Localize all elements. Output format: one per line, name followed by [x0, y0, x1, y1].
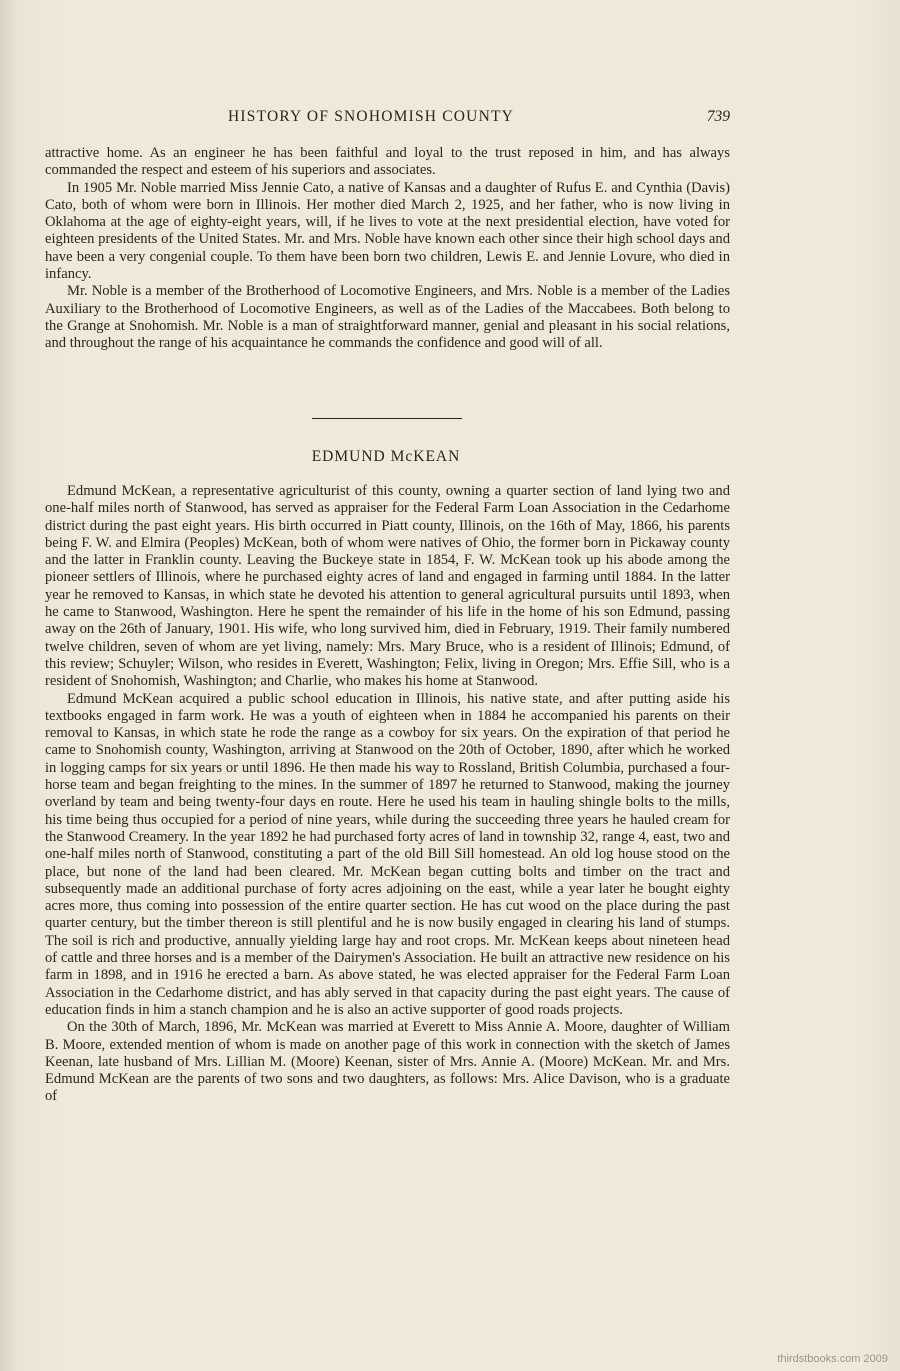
paragraph: Edmund McKean, a representative agriculturist of this county, owning a quarter section of land lying two and one-half miles north of Stanwood, has served as appraiser for the Federal Farm Loan Association in the Cedarhome district during the past eight years. His birth occurred in Piatt county, Illinois, on the 16th of May, 1866, his parents being F. W. and Elmira (Peoples) McKean, both of whom were natives of Ohio, the former born in Pickaway county and the latter in Franklin county. Leaving the Buckeye state in 1854, F. W. McKean took up his abode among the pioneer settlers of Illinois, where he purchased eighty acres of land and engaged in farming until 1884. In the latter year he removed to Kansas, in which state he devoted his attention to general agricultural pursuits until 1893, when he came to Stanwood, Washington. Here he spent the remainder of his life in the home of his son Edmund, passing away on the 26th of January, 1901. His wife, who long survived him, died in February, 1919. Their family numbered twelve children, seven of whom are yet living, namely: Mrs. Mary Bruce, who is a resident of Illinois; Edmund, of this review; Schuyler; Wilson, who resides in Everett, Washington; Felix, living in Oregon; Mrs. Effie Sill, who is a resident of Snohomish, Washington; and Charlie, who makes his home at Stanwood.	[45, 483, 730, 690]
running-title: HISTORY OF SNOHOMISH COUNTY	[228, 108, 515, 125]
page-header	[45, 108, 730, 130]
paragraph: Mr. Noble is a member of the Brotherhood of Locomotive Engineers, and Mrs. Noble is a member of the Ladies Auxiliary to the Brotherhood of Locomotive Engineers, as well as of the Ladies of the Maccabees. Both belong to the Grange at Snohomish. Mr. Noble is a man of straightforward manner, genial and pleasant in his social relations, and throughout the range of his acquaintance he commands the confidence and good will of all.	[45, 283, 730, 352]
paragraph: On the 30th of March, 1896, Mr. McKean was married at Everett to Miss Annie A. Moore, daughter of William B. Moore, extended mention of whom is made on another page of this work in connection with the sketch of James Keenan, late husband of Mrs. Lillian M. (Moore) Keenan, sister of Mrs. Annie A. (Moore) McKean. Mr. and Mrs. Edmund McKean are the parents of two sons and two daughters, as follows: Mrs. Alice Davison, who is a graduate of	[45, 1019, 730, 1105]
section-divider	[312, 418, 462, 419]
text-block-noble	[45, 145, 730, 353]
section-title: EDMUND McKEAN	[311, 448, 461, 465]
paragraph: In 1905 Mr. Noble married Miss Jennie Cato, a native of Kansas and a daughter of Rufus E. and Cynthia (Davis) Cato, both of whom were born in Illinois. Her mother died March 2, 1925, and her father, who is now living in Oklahoma at the age of eighty-eight years, will, if he lives to vote at the next presidential election, have voted for eighteen presidents of the United States. Mr. and Mrs. Noble have known each other since their high school days and have been a very congenial couple. To them have been born two children, Lewis E. and Jennie Lovure, who died in infancy.	[45, 179, 730, 283]
paragraph: attractive home. As an engineer he has been faithful and loyal to the trust reposed in him, and has always commanded the respect and esteem of his superiors and associates.	[45, 145, 730, 179]
paragraph: Edmund McKean acquired a public school education in Illinois, his native state, and after putting aside his textbooks engaged in farm work. He was a youth of eighteen when in 1884 he accompanied his parents on their removal to Kansas, in which state he rode the range as a cowboy for six years. On the expiration of that period he came to Snohomish county, Washington, arriving at Stanwood on the 20th of October, 1890, after which he worked in logging camps for six years or until 1896. He then made his way to Rossland, British Columbia, purchased a four-horse team and began freighting to the mines. In the summer of 1897 he returned to Stanwood, making the journey overland by team and being twenty-four days en route. Here he used his team in hauling shingle bolts to the mills, his time being thus occupied for a period of nine years, while during the succeeding three years he hauled cream for the Stanwood Creamery. In the year 1892 he had purchased forty acres of land in township 32, range 4, east, two and one-half miles north of Stanwood, constituting a part of the old Bill Sill homestead. An old log house stood on the place, but none of the land had been cleared. Mr. McKean began cutting bolts and timber on the tract and subsequently made an additional purchase of forty acres adjoining on the east, while a year later he bought eighty acres more, thus coming into possession of the entire quarter section. He has cut wood on the place during the past quarter century, but the timber thereon is still plentiful and he is now busily engaged in clearing his land of stumps. The soil is rich and productive, annually yielding large hay and root crops. Mr. McKean keeps about nineteen head of cattle and three horses and is a member of the Dairymen's Association. He built an attractive new residence on his farm in 1898, and in 1916 he erected a barn. As above stated, he was elected appraiser for the Federal Farm Loan Association in the Cedarhome district, and has ably served in that capacity during the past eight years. The cause of education finds in him a stanch champion and he is also an active supporter of good roads projects.	[45, 690, 730, 1018]
page-number: 739	[706, 108, 730, 125]
text-block-mckean	[45, 483, 730, 1106]
watermark: thirdstbooks.com 2009	[777, 1353, 888, 1365]
